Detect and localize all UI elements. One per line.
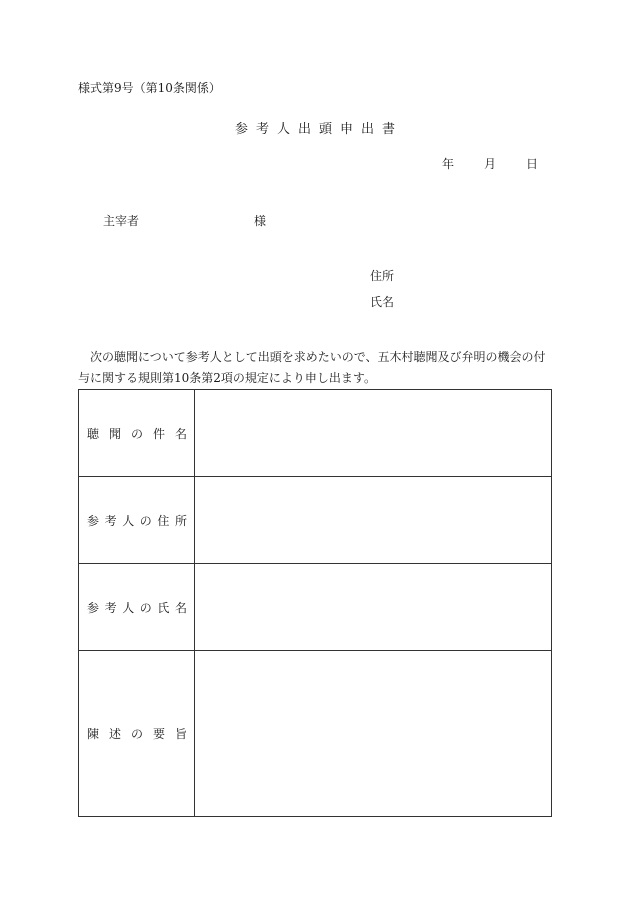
label-char: 聴: [87, 426, 100, 441]
label-char: 考: [104, 513, 117, 528]
table-label-cell: [79, 390, 195, 477]
row-label: [79, 425, 194, 442]
applicant-name-label: 氏名: [370, 295, 395, 309]
date-month: 月: [484, 157, 497, 171]
table-label-cell: [79, 477, 195, 564]
date-day: 日: [526, 157, 539, 171]
witness-address-field[interactable]: [195, 477, 552, 564]
row-label: [79, 725, 194, 742]
date-line: [442, 155, 538, 172]
statement-summary-field[interactable]: [195, 651, 552, 817]
table-label-cell: [79, 564, 195, 651]
label-char: 住: [157, 513, 170, 528]
applicant-address-label: 住所: [370, 269, 395, 283]
label-char: 件: [152, 426, 165, 441]
label-char: 人: [122, 513, 135, 528]
label-char: の: [139, 600, 152, 615]
request-form-table: [78, 389, 552, 817]
request-statement: [78, 347, 553, 389]
request-statement-text: 次の聴聞について参考人として出頭を求めたいので、五木村聴聞及び弁明の機会の付与に関する規則第10条第2項の規定により申し出ます。: [78, 350, 546, 385]
recipient-honorific: 様: [254, 214, 267, 228]
table-row: [79, 477, 552, 564]
label-char: 考: [104, 600, 117, 615]
table-row: [79, 651, 552, 817]
label-char: の: [139, 513, 152, 528]
label-char: 参: [87, 600, 100, 615]
label-char: 名: [174, 426, 187, 441]
date-year: 年: [442, 157, 455, 171]
label-char: 参: [87, 513, 100, 528]
label-char: の: [130, 727, 143, 741]
row-label: [79, 599, 194, 616]
form-number: 様式第9号（第10条関係）: [78, 81, 221, 95]
label-char: 所: [174, 513, 187, 528]
label-char: 氏: [157, 600, 170, 615]
table-row: [79, 564, 552, 651]
label-char: 旨: [174, 727, 187, 741]
document-title: 参考人出頭申出書: [234, 122, 403, 137]
table-row: [79, 390, 552, 477]
recipient: 主宰者: [103, 214, 140, 228]
label-char: 聞: [108, 426, 121, 441]
witness-name-field[interactable]: [195, 564, 552, 651]
label-char: 述: [108, 727, 121, 741]
label-char: 要: [152, 727, 165, 741]
label-char: 人: [122, 600, 135, 615]
row-label: [79, 512, 194, 529]
label-char: 陳: [87, 727, 100, 741]
label-char: 名: [174, 600, 187, 615]
label-char: の: [130, 426, 143, 441]
table-label-cell: [79, 651, 195, 817]
hearing-subject-field[interactable]: [195, 390, 552, 477]
